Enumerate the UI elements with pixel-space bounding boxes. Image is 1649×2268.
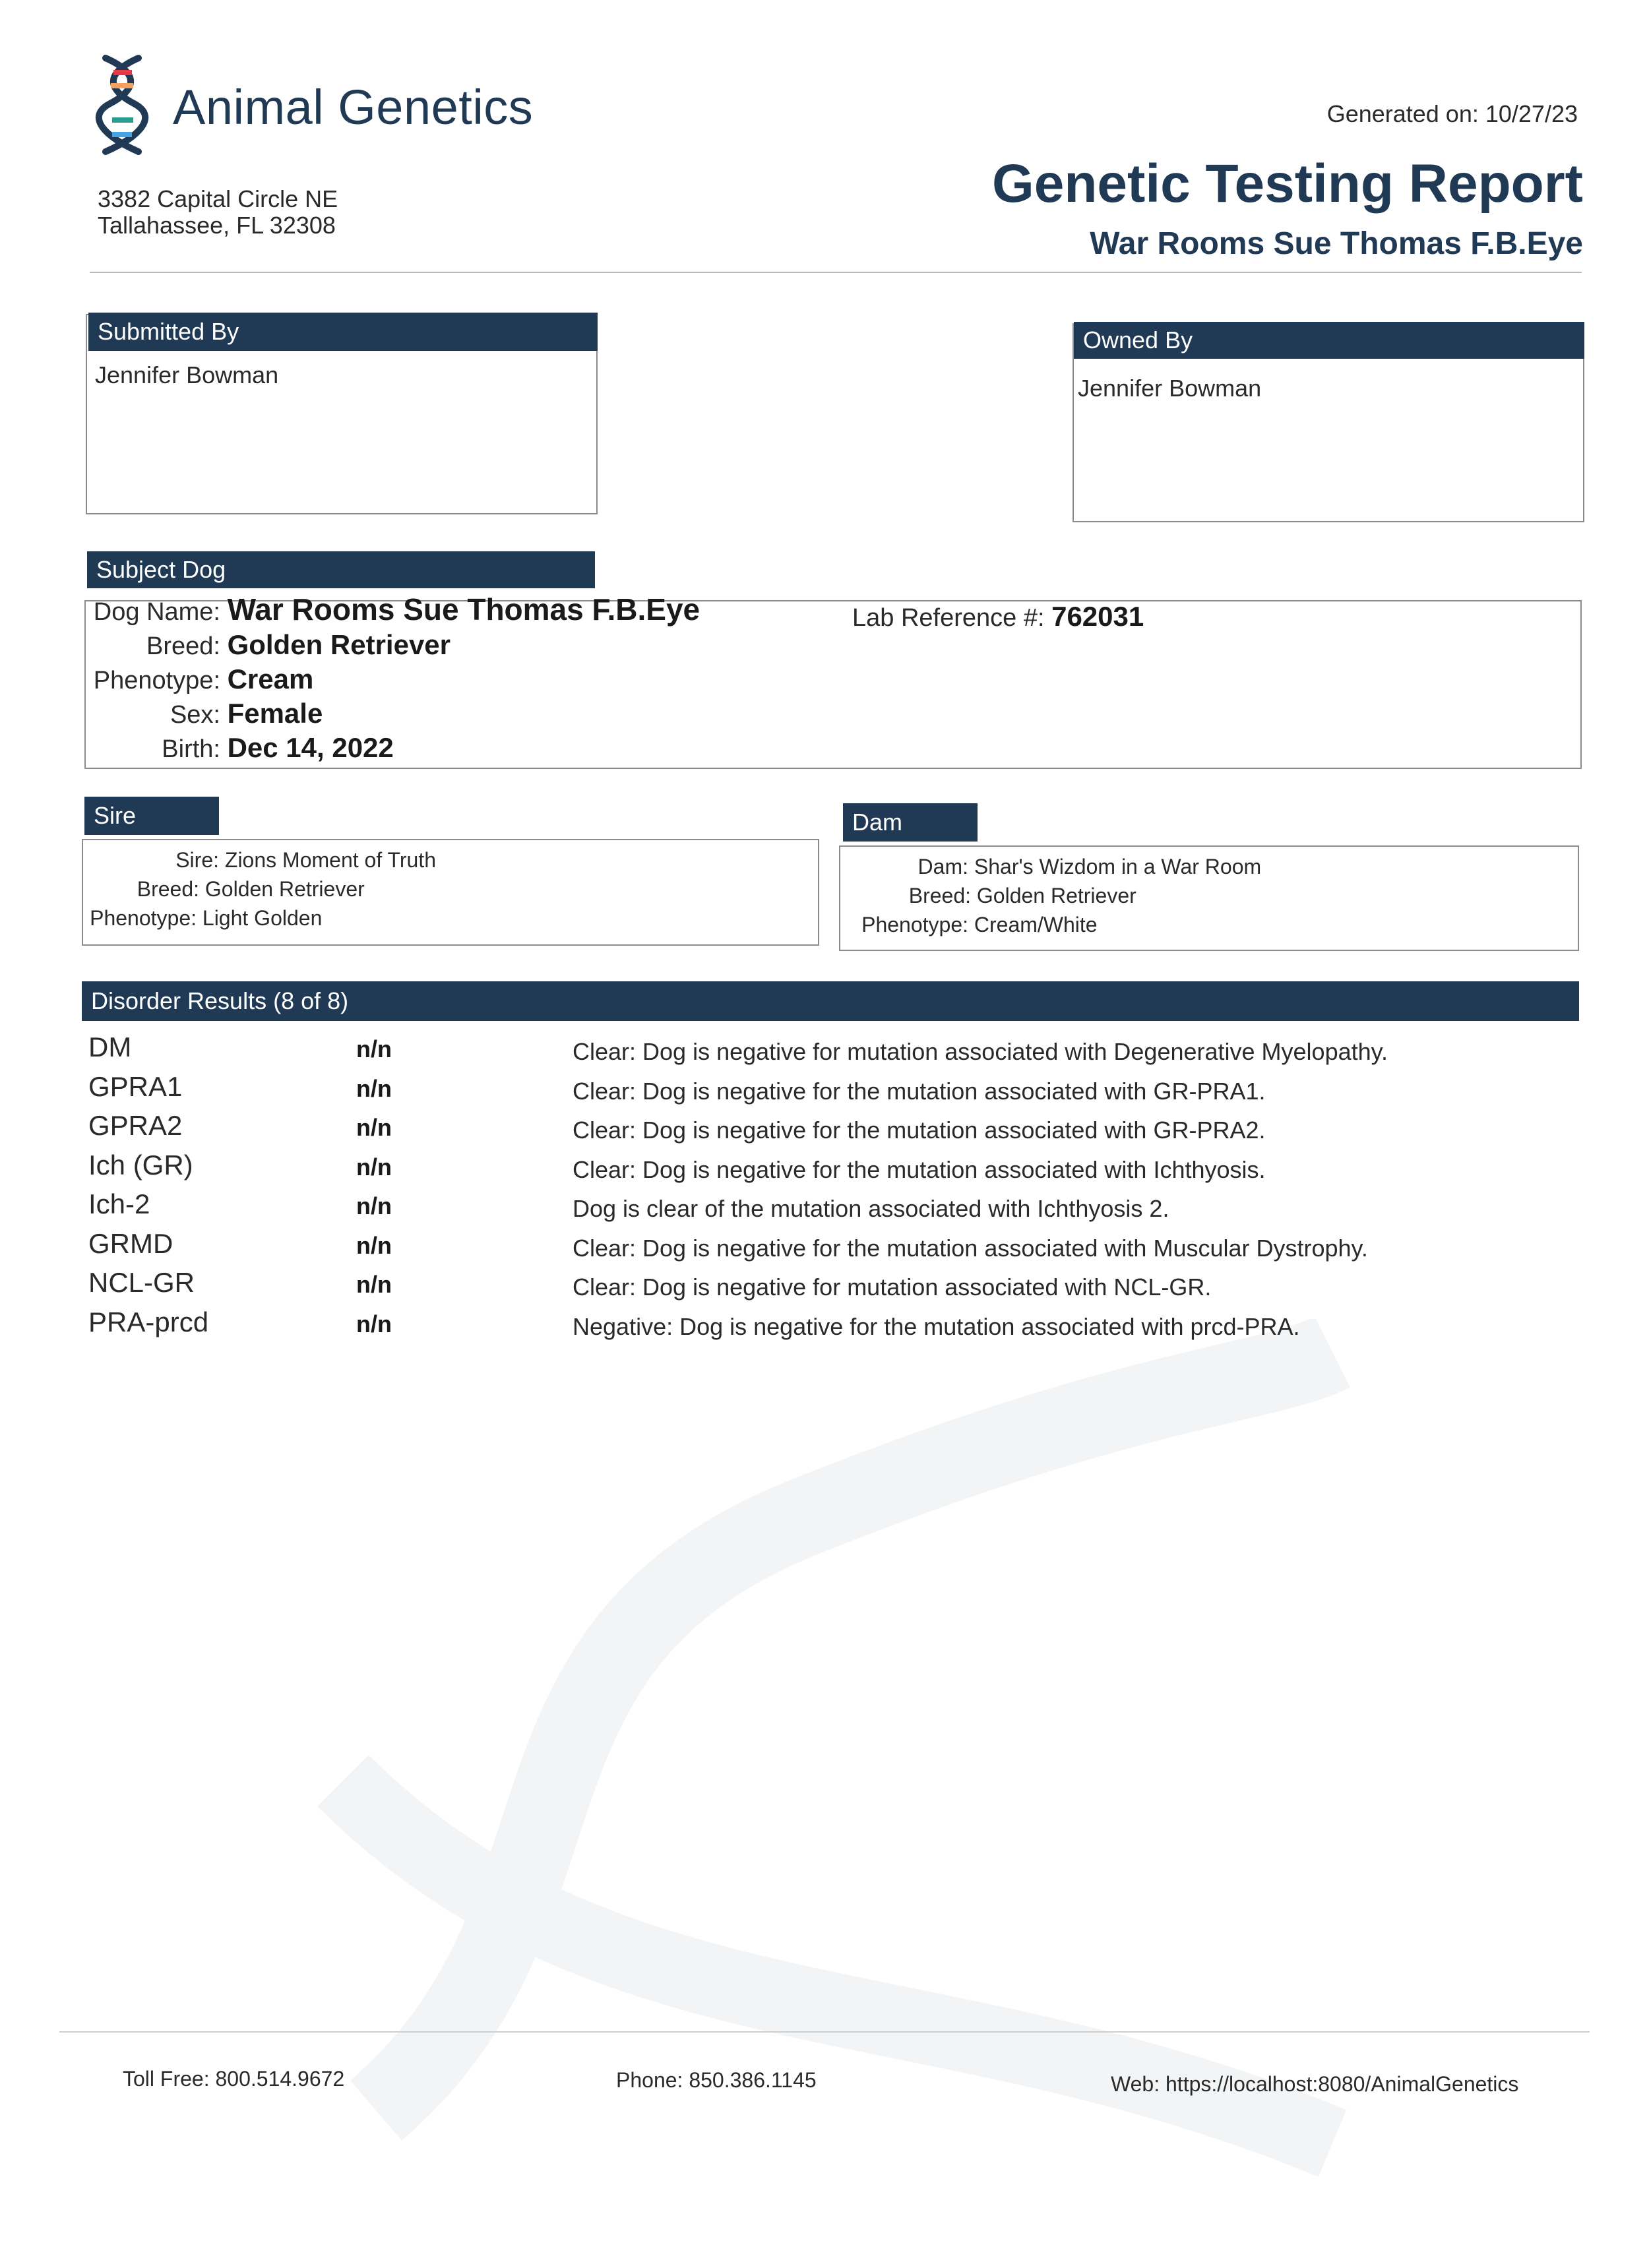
disorder-result-row	[88, 1031, 1460, 1071]
owned-by-header: Owned By	[1074, 322, 1584, 359]
sire-phenotype-label: Phenotype:	[90, 906, 197, 930]
disorder-name: PRA-prcd	[88, 1306, 209, 1337]
genotype: n/n	[356, 1153, 392, 1180]
genotype: n/n	[356, 1075, 392, 1102]
header-divider	[90, 272, 1582, 273]
subject-dog-header: Subject Dog	[87, 551, 595, 588]
sire-name: Zions Moment of Truth	[224, 848, 437, 872]
genotype: n/n	[356, 1035, 392, 1062]
website[interactable]: Web: https://localhost:8080/AnimalGenetics	[1111, 2072, 1519, 2096]
dam-header: Dam	[843, 803, 978, 842]
dog-sex: Female	[227, 698, 323, 729]
disorder-name: GPRA2	[88, 1110, 183, 1141]
result-description: Clear: Dog is negative for the mutation associated with Muscular Dystrophy.	[573, 1235, 1368, 1262]
address-line-1: 3382 Capital Circle NE	[98, 185, 338, 212]
dna-logo-icon	[92, 53, 152, 158]
dam-name: Shar's Wizdom in a War Room	[974, 855, 1262, 878]
disorder-name: Ich (GR)	[88, 1149, 193, 1180]
dam-breed: Golden Retriever	[976, 884, 1136, 907]
result-description: Clear: Dog is negative for the mutation associated with GR-PRA1.	[573, 1078, 1266, 1105]
result-description: Negative: Dog is negative for the mutation associated with prcd-PRA.	[573, 1313, 1300, 1340]
submitted-by-name: Jennifer Bowman	[95, 361, 279, 388]
brand-name: Animal Genetics	[173, 80, 534, 135]
subject-details	[90, 594, 700, 766]
disorder-name: GPRA1	[88, 1071, 183, 1102]
address-line-2: Tallahassee, FL 32308	[98, 212, 336, 239]
disorder-result-row	[88, 1267, 1460, 1306]
dam-phenotype-label: Phenotype:	[861, 913, 968, 936]
disorder-result-row	[88, 1071, 1460, 1111]
generated-date: Generated on: 10/27/23	[1326, 100, 1578, 127]
dam-phenotype: Cream/White	[974, 913, 1098, 936]
sire-name-label: Sire:	[175, 848, 219, 872]
owned-by-name: Jennifer Bowman	[1078, 375, 1262, 402]
dog-name: War Rooms Sue Thomas F.B.Eye	[227, 592, 700, 627]
sire-breed: Golden Retriever	[204, 877, 365, 901]
genotype: n/n	[356, 1232, 392, 1259]
result-description: Clear: Dog is negative for mutation associated with NCL-GR.	[573, 1273, 1212, 1301]
disorder-name: NCL-GR	[88, 1267, 195, 1298]
company-address	[98, 186, 338, 239]
lab-ref-number: 762031	[1051, 601, 1144, 632]
genotype: n/n	[356, 1114, 392, 1141]
sire-header: Sire	[84, 797, 219, 835]
result-description: Clear: Dog is negative for the mutation associated with Ichthyosis.	[573, 1156, 1266, 1183]
dam-details	[857, 852, 1261, 939]
sire-phenotype: Light Golden	[202, 906, 323, 930]
dog-phenotype: Cream	[227, 663, 314, 694]
sex-label: Sex:	[170, 701, 220, 729]
result-description: Clear: Dog is negative for mutation associated with Degenerative Myelopathy.	[573, 1038, 1388, 1065]
disorder-results-header: Disorder Results (8 of 8)	[82, 981, 1579, 1021]
disorder-name: Ich-2	[88, 1188, 150, 1219]
phone: Phone: 850.386.1145	[616, 2068, 817, 2092]
sire-details	[90, 845, 436, 933]
toll-free: Toll Free: 800.514.9672	[123, 2067, 345, 2091]
genotype: n/n	[356, 1310, 392, 1337]
result-description: Dog is clear of the mutation associated with Ichthyosis 2.	[573, 1195, 1169, 1222]
report-subtitle: War Rooms Sue Thomas F.B.Eye	[1090, 226, 1583, 261]
lab-reference	[852, 600, 1144, 634]
disorder-name: DM	[88, 1031, 132, 1062]
submitted-by-header: Submitted By	[88, 313, 598, 351]
disorder-result-row	[88, 1228, 1460, 1268]
breed-label: Breed:	[146, 632, 220, 660]
genotype: n/n	[356, 1192, 392, 1219]
sire-breed-label: Breed:	[137, 877, 199, 901]
genotype: n/n	[356, 1271, 392, 1298]
disorder-result-row	[88, 1110, 1460, 1149]
birth-label: Birth:	[162, 735, 220, 763]
disorder-name: GRMD	[88, 1228, 173, 1259]
dog-birth: Dec 14, 2022	[227, 732, 394, 763]
phenotype-label: Phenotype:	[93, 667, 220, 694]
lab-ref-label: Lab Reference #:	[852, 604, 1045, 632]
dna-watermark	[277, 1319, 1398, 2176]
report-title: Genetic Testing Report	[991, 154, 1583, 214]
dog-name-label: Dog Name:	[93, 598, 220, 626]
dam-name-label: Dam:	[918, 855, 968, 878]
dam-breed-label: Breed:	[908, 884, 971, 907]
dog-breed: Golden Retriever	[227, 629, 451, 660]
result-description: Clear: Dog is negative for the mutation associated with GR-PRA2.	[573, 1117, 1266, 1144]
footer-divider	[59, 2031, 1590, 2033]
disorder-result-row	[88, 1149, 1460, 1189]
disorder-result-row	[88, 1306, 1460, 1346]
disorder-result-row	[88, 1188, 1460, 1228]
